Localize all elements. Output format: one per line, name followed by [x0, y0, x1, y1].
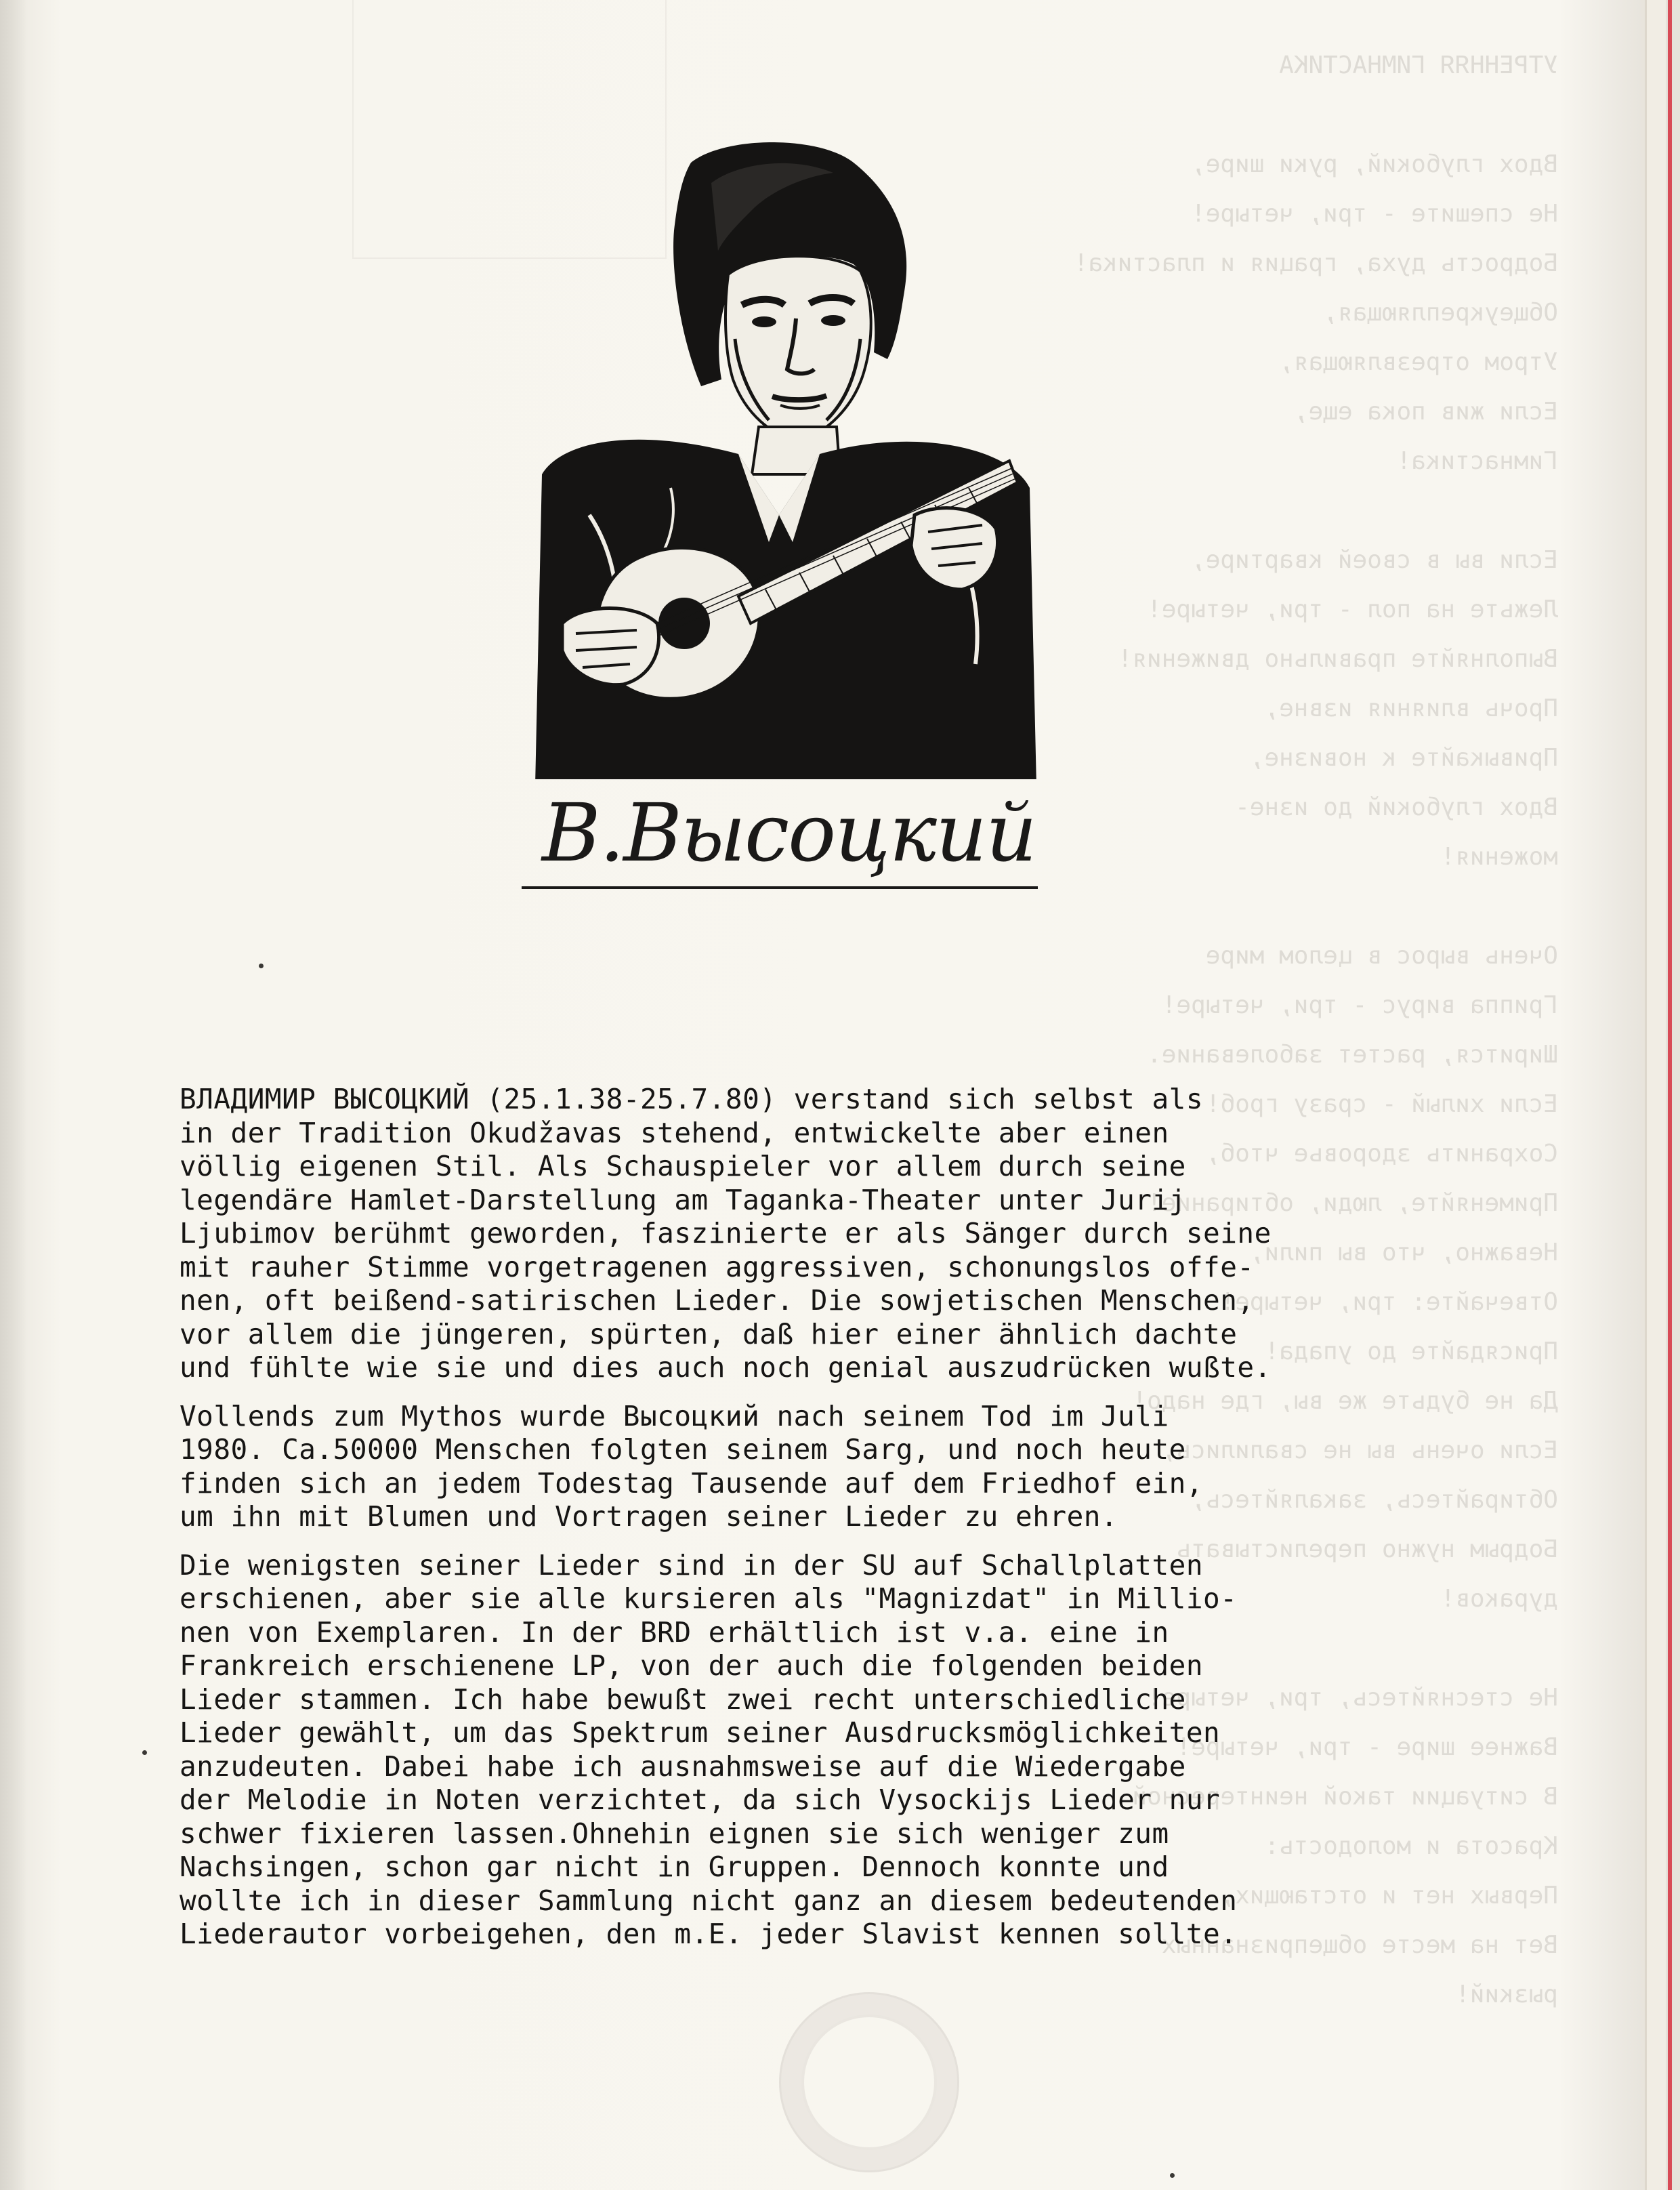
paragraph-mythos: Vollends zum Mythos wurde Высоцкий nach seinem Tod im Juli 1980. Ca.50000 Menschen folgten seinem Sarg, und noch heute finden sich an jedem Todestag Tausende auf dem Friedhof ein, um ihn mit Blumen und Vortragen seiner Lieder zu ehren.: [180, 1399, 1204, 1533]
bleed-through-ornament: [779, 1992, 959, 2172]
portrait-signature: В.Высоцкий: [542, 786, 1036, 880]
bleed-through-text: УТРЕННЯЯ ГИМНАСТИКА Вдох глубокий, руки шире, Не спешите - три, четыре! Бодрость духа, грация и пластика! Общеукрепляющая, Утром отрезвляющая, Если жив пока еще, Гимнастика! Если вы в своей квартире, Лежьте на пол - три, четыре! Выполняйте правильно движения! Прочь влияния извне, Привыкайте к новизне, Вдох глубокий до изне- можения! Очень вырос в целом мире Гриппа вирус - три, четыре! Ширится, растет заболевание. Если хилый - сразу гроб! Сохранить здоровье чтоб, Применяйте, люди, обтирание! Неважно, что вы пили, Отвечайте: три, четыре! Присядайте до упада! Да не будьте же вы, где надо! Если очень вы не свалились, Обтирайтесь, закаляйтесь, Бодрым нужно перелистывать дураков! Не стесняйтесь, три, четыре! Важнее шире - три, четыре! В ситуации такой неинтересной Красота и молодость: Первых нет и отстающих, Вет на месте общепризнанных рызкий!: [1073, 51, 1558, 2008]
scan-speck: [142, 1750, 147, 1755]
portrait-illustration: [535, 136, 1036, 779]
scan-speck: [1170, 2173, 1175, 2178]
binding-red-edge: [1668, 0, 1672, 2190]
scan-speck: [259, 964, 264, 968]
biography-text: [180, 1083, 1446, 1966]
signature-underline: [522, 886, 1038, 889]
page-gutter-shadow: [0, 0, 27, 2190]
page-right-edge: [1645, 0, 1666, 2190]
paragraph-recordings: Die wenigsten seiner Lieder sind in der SU auf Schallplatten erschienen, aber sie alle kursieren als "Magnizdat" in Millio- nen von Exemplaren. In der BRD erhältlich ist v.a. eine in Frankreich erschienene LP, von der auch die folgenden beiden Lieder stammen. Ich habe bewußt zwei recht unterschiedliche Lieder gewählt, um das Spektrum seiner Ausdrucksmöglichkeiten anzudeuten. Dabei habe ich ausnahmsweise auf die Wiedergabe der Melodie in Noten verzichtet, da sich Vysockijs Lieder nur schwer fixieren lassen.Ohnehin eignen sie sich weniger zum Nachsingen, schon gar nicht in Gruppen. Dennoch konnte und wollte ich in dieser Sammlung nicht ganz an diesem bedeutenden Liederautor vorbeigehen, den m.E. jeder Slavist kennen sollte.: [180, 1548, 1238, 1950]
paragraph-intro: ВЛАДИМИР ВЫСОЦКИЙ (25.1.38-25.7.80) verstand sich selbst als in der Tradition Okudžavas stehend, entwickelte aber einen völlig eigenen Stil. Als Schauspieler vor allem durch seine legendäre Hamlet-Darstellung am Taganka-Theater unter Jurij Ljubimov berühmt geworden, faszinierte er als Sänger durch seine mit rauher Stimme vorgetragenen aggressiven, schonungslos offe- nen, oft beißend-satirischen Lieder. Die sowjetischen Menschen, vor allem die jüngeren, spürten, daß hier einer ähnlich dachte und fühlte wie sie und dies auch noch genial auszudrücken wußte.: [180, 1083, 1272, 1384]
